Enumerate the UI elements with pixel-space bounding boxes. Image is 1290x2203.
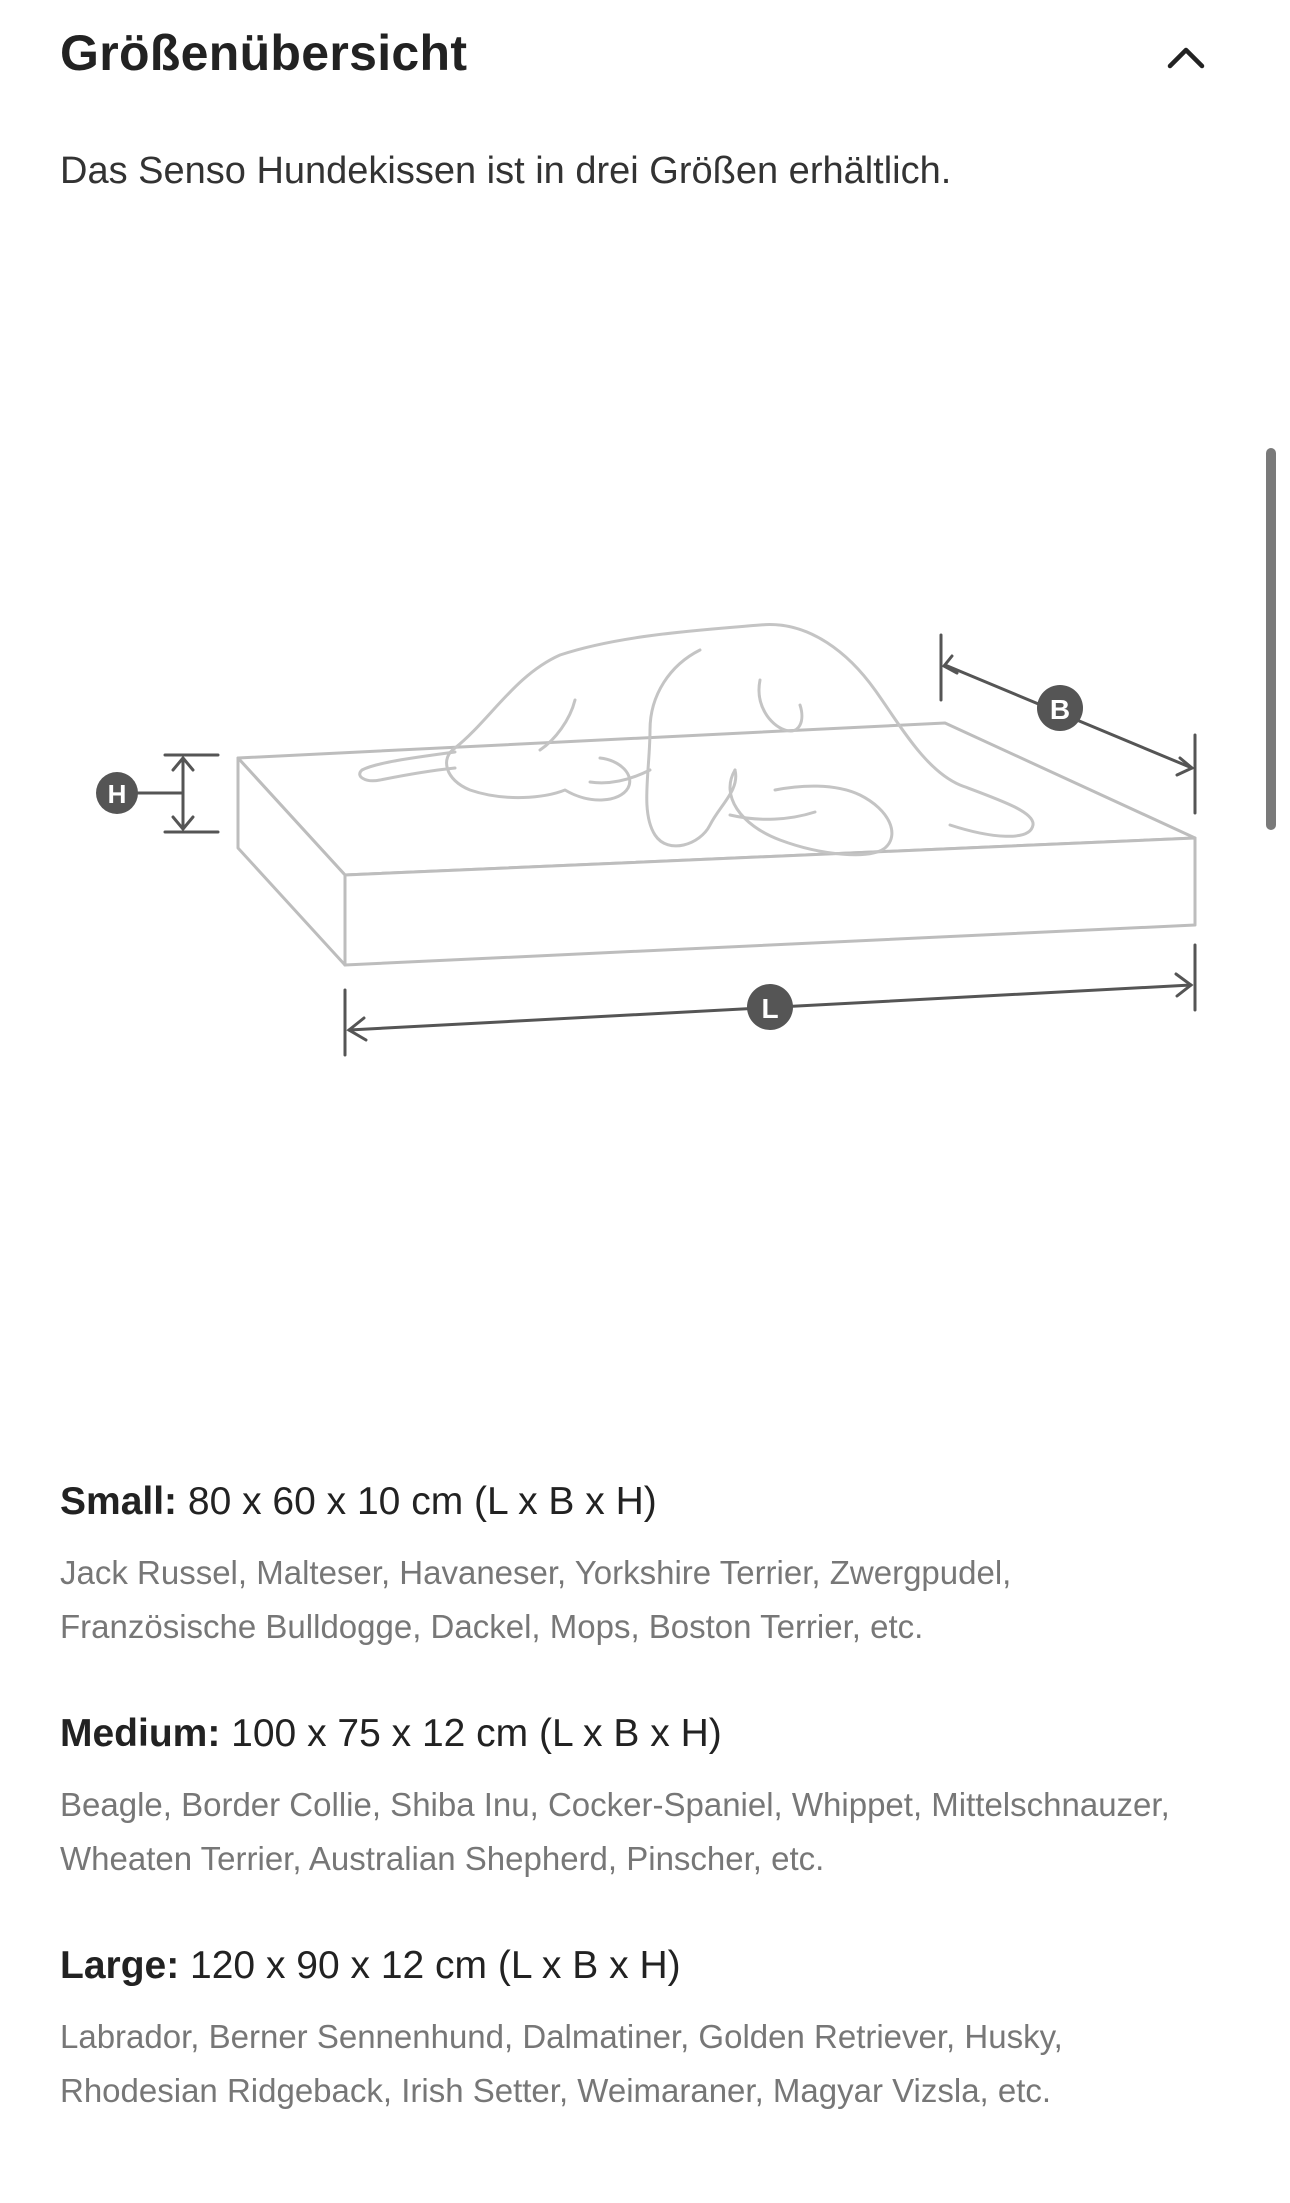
size-small (60, 1472, 1240, 1654)
size-large (60, 1936, 1240, 2118)
size-dimensions: 100 x 75 x 12 cm (L x B x H) (220, 1712, 722, 1755)
chevron-up-icon (1148, 18, 1224, 94)
size-heading (60, 1704, 1240, 1764)
size-dimensions: 120 x 90 x 12 cm (L x B x H) (179, 1944, 681, 1987)
width-label: B (1049, 694, 1071, 725)
section-title: Größenübersicht (60, 25, 468, 81)
size-name: Small: (60, 1480, 178, 1523)
scrollbar[interactable] (1266, 448, 1276, 830)
size-name: Large: (60, 1944, 180, 1987)
size-heading (60, 1936, 1240, 1996)
intro-text: Das Senso Hundekissen ist in drei Größen erhältlich. (60, 150, 952, 192)
dog-bed-size-diagram (0, 580, 1290, 1080)
size-dimensions: 80 x 60 x 10 cm (L x B x H) (177, 1480, 657, 1523)
height-dimension (135, 755, 218, 832)
size-breeds: Jack Russel, Malteser, Havaneser, Yorkshire Terrier, Zwergpudel, Französische Bulldogge, Dackel, Mops, Boston Terrier, etc. (60, 1554, 1012, 1645)
collapse-button[interactable] (1148, 18, 1224, 94)
size-heading (60, 1472, 1240, 1532)
bed-outline (238, 723, 1195, 965)
size-breeds: Labrador, Berner Sennenhund, Dalmatiner, Golden Retriever, Husky, Rhodesian Ridgeback, Irish Setter, Weimaraner, Magyar Vizsla, etc. (60, 2018, 1063, 2109)
size-breeds: Beagle, Border Collie, Shiba Inu, Cocker-Spaniel, Whippet, Mittelschnauzer, Wheaten Terrier, Australian Shepherd, Pinscher, etc. (60, 1786, 1170, 1877)
size-name: Medium: (60, 1712, 221, 1755)
height-label: H (107, 779, 127, 809)
size-list (60, 1472, 1240, 2168)
size-medium (60, 1704, 1240, 1886)
accordion-header[interactable] (60, 18, 1230, 90)
length-label: L (761, 993, 779, 1024)
